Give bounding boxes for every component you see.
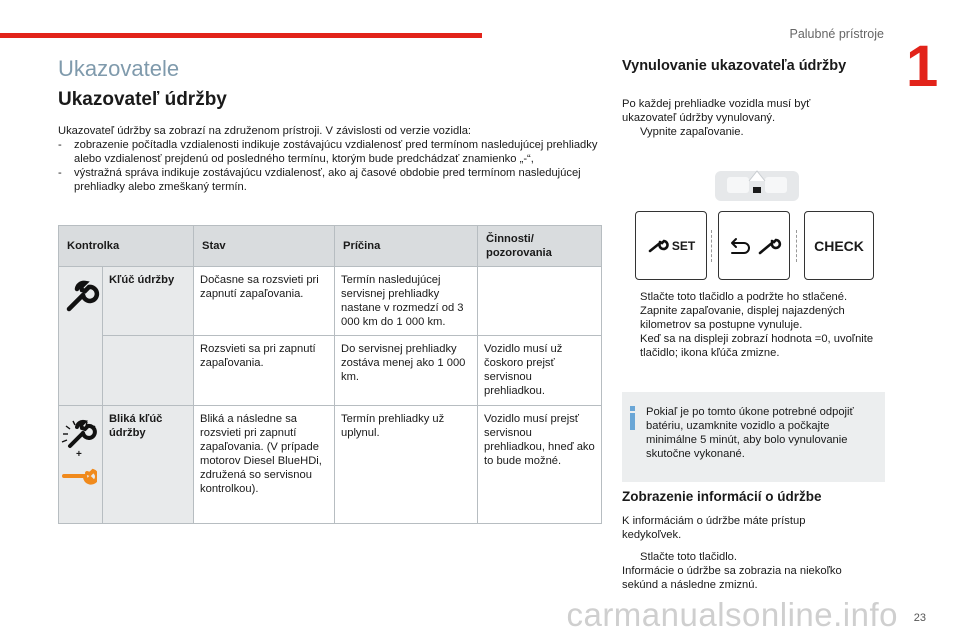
intro-paragraph: Ukazovateľ údržby sa zobrazí na združenom prístroji. V závislosti od verzie vozidla: (58, 125, 472, 137)
table-cell-state: Dočasne sa rozsvieti pri zapnutí zapaľovania. (194, 267, 335, 336)
list-item (58, 166, 603, 194)
table-cell-cause: Termín prehliadky už uplynul. (335, 406, 478, 524)
info-box (622, 392, 885, 482)
table-cell-cause: Termín nasledujúcej servisnej prehliadky nastane v rozmedzí od 3 000 km do 1 000 km. (335, 267, 478, 336)
step-text: Keď sa na displeji zobrazí hodnota =0, uvoľnite tlačidlo; ikona kľúča zmizne. (640, 333, 874, 359)
set-button[interactable] (635, 211, 707, 280)
table-cell-action (478, 267, 602, 336)
reset-intro-block (622, 97, 852, 139)
page-heading: Ukazovateľ údržby (58, 89, 227, 110)
table-cell-name: Bliká kľúč údržby (102, 406, 193, 524)
info-icon (630, 406, 635, 430)
blinking-wrench-icon-cell (59, 406, 103, 524)
watermark: carmanualsonline.info (566, 596, 898, 633)
list-item (622, 304, 882, 332)
table-row (59, 267, 602, 336)
divider (796, 230, 798, 262)
info-subheading: Zobrazenie informácií o údržbe (622, 489, 822, 504)
reset-heading: Vynulovanie ukazovateľa údržby (622, 58, 847, 74)
info-intro: K informáciám o údržbe máte prístup kedykoľvek. (622, 515, 806, 541)
table-cell-cause: Do servisnej prehliadky zostáva menej ako 1 000 km. (335, 336, 478, 406)
table-header-state: Stav (194, 226, 335, 267)
list-item (58, 138, 603, 166)
list-item-text: výstražná správa indikuje zostávajúcu vzdialenosť, ako aj časové obdobie pred termínom nasledujúcej prehliadky alebo zmeškaný termín. (74, 167, 581, 193)
intro-text-block (58, 124, 603, 194)
list-dash: - (58, 167, 62, 179)
table-row (59, 336, 602, 406)
info-text: Pokiaľ je po tomto úkone potrebné odpojiť batériu, uzamknite vozidlo a počkajte minimálne 5 minút, aby bolo vynulovanie skutočne vykonané. (646, 406, 854, 460)
list-item (622, 550, 872, 564)
reset-intro: Po každej prehliadke vozidla musí byť ukazovateľ údržby vynulovaný. (622, 98, 811, 124)
table-header-row (59, 226, 602, 267)
page-number: 23 (913, 612, 926, 624)
table-cell-action: Vozidlo musí prejsť servisnou prehliadkou, hneď ako to bude možné. (478, 406, 602, 524)
wrench-icon (59, 277, 101, 317)
list-dash: - (58, 139, 62, 151)
step-text: Vypnite zapaľovanie. (640, 126, 744, 138)
check-button-label: CHECK (814, 237, 864, 254)
indicator-table (58, 225, 602, 524)
divider (711, 230, 713, 262)
reset-steps (622, 290, 882, 360)
chapter-number: 1 (906, 34, 939, 99)
list-item (622, 125, 852, 139)
table-cell-state: Bliká a následne sa rozsvieti pri zapnutí zapaľovania. (V prípade motorov Diesel BlueHDi, združená so servisnou kontrolkou). (194, 406, 335, 524)
reset-wrench-icon (726, 235, 782, 257)
info-outro: Informácie o údržbe sa zobrazia na niekoľko sekúnd a následne zmiznú. (622, 565, 842, 591)
wrench-icon-cell (59, 267, 103, 406)
table-header-cause: Príčina (335, 226, 478, 267)
step-text: Stlačte toto tlačidlo a podržte ho stlačené. (640, 291, 848, 303)
plus-sign: + (76, 449, 82, 460)
wrench-icon (647, 239, 669, 253)
list-item (622, 332, 882, 360)
list-item (622, 290, 882, 304)
table-cell-name (102, 336, 193, 406)
instrument-cluster-icon (713, 165, 801, 205)
table-cell-name: Kľúč údržby (102, 267, 193, 336)
header-title: Palubné prístroje (789, 27, 884, 41)
step-text: Stlačte toto tlačidlo. (640, 551, 738, 563)
reset-button[interactable] (718, 211, 790, 280)
table-cell-action: Vozidlo musí už čoskoro prejsť servisnou prehliadkou. (478, 336, 602, 406)
table-cell-state: Rozsvieti sa pri zapnutí zapaľovania. (194, 336, 335, 406)
table-header-actions: Činnosti/ pozorovania (478, 226, 602, 267)
set-button-label: SET (671, 238, 696, 253)
section-title: Ukazovatele (58, 56, 180, 81)
check-button[interactable] (804, 211, 874, 280)
orange-wrench-icon (61, 466, 97, 486)
table-row (59, 406, 602, 524)
list-item-text: zobrazenie počítadla vzdialenosti indikuje zostávajúcu vzdialenosť pred termínom nasledujúcej prehliadky alebo vzdialenosť prejdenú od posledného termínu, ktorým bude predchádzať znamienko „-“, (74, 139, 598, 165)
step-text: Zapnite zapaľovanie, displej najazdených kilometrov sa postupne vynuluje. (640, 305, 845, 331)
header-accent-bar (0, 33, 482, 38)
table-header-indicator: Kontrolka (59, 226, 194, 267)
info-steps (622, 550, 872, 592)
